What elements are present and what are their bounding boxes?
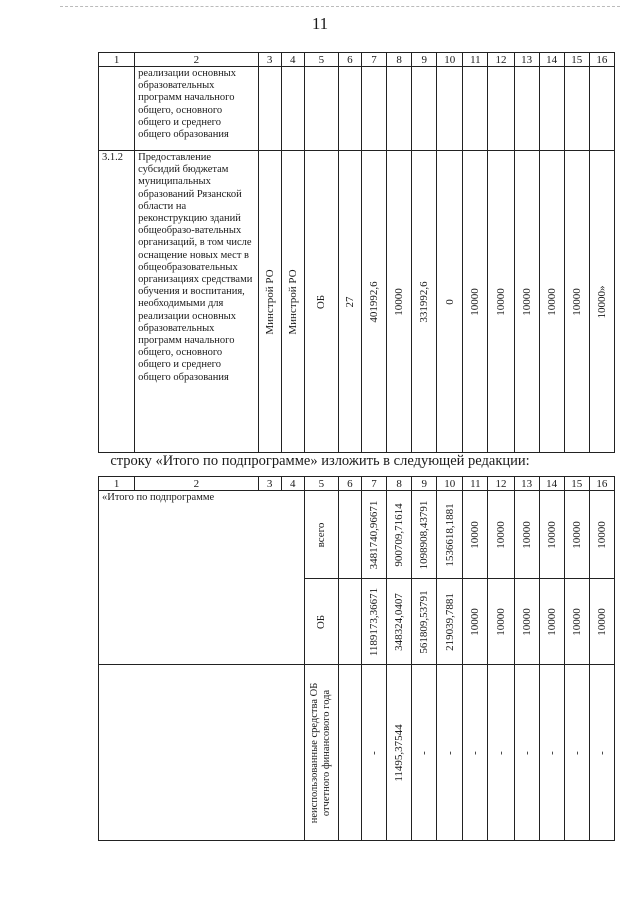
- unused-amount: -: [368, 750, 380, 755]
- unused-year: -: [595, 750, 608, 755]
- ob-year: 10000: [520, 607, 533, 636]
- unused-year: -: [418, 750, 431, 755]
- amount-year: 10000»: [595, 285, 608, 318]
- header-cell: 11: [463, 477, 488, 491]
- header-cell: 2: [135, 477, 258, 491]
- header-cell: 6: [338, 53, 361, 67]
- header-cell: 15: [564, 53, 589, 67]
- ob-year: 10000: [469, 607, 482, 636]
- ob-year: 10000: [494, 607, 507, 636]
- header-cell: 13: [514, 477, 539, 491]
- header-cell: 14: [539, 53, 564, 67]
- funding-source: ОБ: [315, 294, 328, 309]
- header-row: [99, 477, 615, 491]
- row-label-unused: неиспользованные средства ОБ отчетного финансового года: [309, 682, 333, 823]
- subprogram-total-title: «Итого по подпрограмме: [99, 491, 305, 665]
- amount-total: 401992,6: [368, 280, 380, 323]
- amount-year: 10000: [545, 287, 558, 316]
- header-cell: 5: [304, 477, 338, 491]
- header-cell: 16: [589, 477, 614, 491]
- header-cell: 1: [99, 53, 135, 67]
- amount-year: 10000: [494, 287, 507, 316]
- scan-edge-line: [60, 6, 620, 7]
- total-year: 10000: [469, 520, 482, 549]
- header-cell: 12: [488, 477, 514, 491]
- ob-amount: 1189173,36671: [368, 587, 380, 656]
- code-value: 27: [343, 296, 356, 307]
- table-row-total: [99, 491, 615, 579]
- page-number: 11: [311, 14, 329, 33]
- header-cell: 8: [387, 53, 412, 67]
- unused-year: -: [570, 750, 583, 755]
- program-table-total: [98, 476, 615, 841]
- header-cell: 15: [564, 477, 589, 491]
- amount-year: 10000: [469, 287, 482, 316]
- header-cell: 7: [361, 53, 386, 67]
- amount-year: 0: [443, 298, 456, 305]
- measure-number: 3.1.2: [99, 151, 135, 453]
- header-cell: 4: [281, 53, 304, 67]
- ob-year: 348324,0407: [393, 592, 406, 651]
- measure-description-continued: реализации основных образовательных программ начального общего, основного общего и среднего общего образования: [135, 67, 258, 151]
- ob-year: 10000: [570, 607, 583, 636]
- header-cell: 2: [135, 53, 258, 67]
- header-cell: 14: [539, 477, 564, 491]
- header-cell: 16: [589, 53, 614, 67]
- header-cell: 13: [514, 53, 539, 67]
- table-row-unused: [99, 665, 615, 841]
- measure-description: Предоставление субсидий бюджетам муниципальных образований Рязанской области на реконструкцию зданий общеобразо-вательных организаций, в том числе оснащение новых мест в общеобразовательных организациях средствами обучения и воспитания, необходимыми для реализации основных образовательных программ начального общего, основного общего и среднего общего образования: [135, 151, 258, 453]
- header-cell: 9: [412, 477, 437, 491]
- ob-year: 561809,53791: [418, 589, 431, 654]
- co-executor: Минстрой РО: [286, 268, 299, 335]
- amendment-caption: строку «Итого по подпрограмме» изложить в следующей редакции:: [110, 453, 530, 469]
- header-cell: 3: [258, 477, 281, 491]
- row-label-ob: ОБ: [315, 614, 328, 629]
- header-cell: 10: [437, 477, 463, 491]
- total-year: 900709,71614: [393, 502, 406, 567]
- unused-year: 11495,37544: [393, 723, 406, 782]
- header-cell: 4: [281, 477, 304, 491]
- total-year: 1098908,43791: [418, 500, 431, 569]
- unused-year: -: [443, 750, 456, 755]
- executor: Минстрой РО: [263, 268, 276, 335]
- ob-year: 10000: [595, 607, 608, 636]
- header-row: [99, 53, 615, 67]
- header-cell: 10: [437, 53, 463, 67]
- unused-year: -: [469, 750, 482, 755]
- header-cell: 6: [338, 477, 361, 491]
- total-year: 10000: [595, 520, 608, 549]
- header-cell: 12: [488, 53, 514, 67]
- ob-year: 219039,7881: [443, 592, 456, 651]
- header-cell: 3: [258, 53, 281, 67]
- amount-year: 331992,6: [418, 280, 431, 323]
- total-year: 1536618,1881: [443, 502, 456, 567]
- header-cell: 8: [387, 477, 412, 491]
- total-year: 10000: [494, 520, 507, 549]
- total-year: 10000: [545, 520, 558, 549]
- header-cell: 9: [412, 53, 437, 67]
- unused-year: -: [545, 750, 558, 755]
- total-amount: 3481740,96671: [368, 500, 380, 569]
- header-cell: 7: [361, 477, 386, 491]
- row-label-total: всего: [315, 522, 328, 547]
- program-table-part1: [98, 52, 615, 453]
- total-year: 10000: [520, 520, 533, 549]
- unused-year: -: [520, 750, 533, 755]
- table-row-continuation: [99, 67, 615, 151]
- total-year: 10000: [570, 520, 583, 549]
- header-cell: 5: [304, 53, 338, 67]
- header-cell: 1: [99, 477, 135, 491]
- amount-year: 10000: [520, 287, 533, 316]
- amount-year: 10000: [570, 287, 583, 316]
- amount-year: 10000: [393, 287, 406, 316]
- ob-year: 10000: [545, 607, 558, 636]
- table-row-3-1-2: [99, 151, 615, 453]
- unused-year: -: [494, 750, 507, 755]
- header-cell: 11: [463, 53, 488, 67]
